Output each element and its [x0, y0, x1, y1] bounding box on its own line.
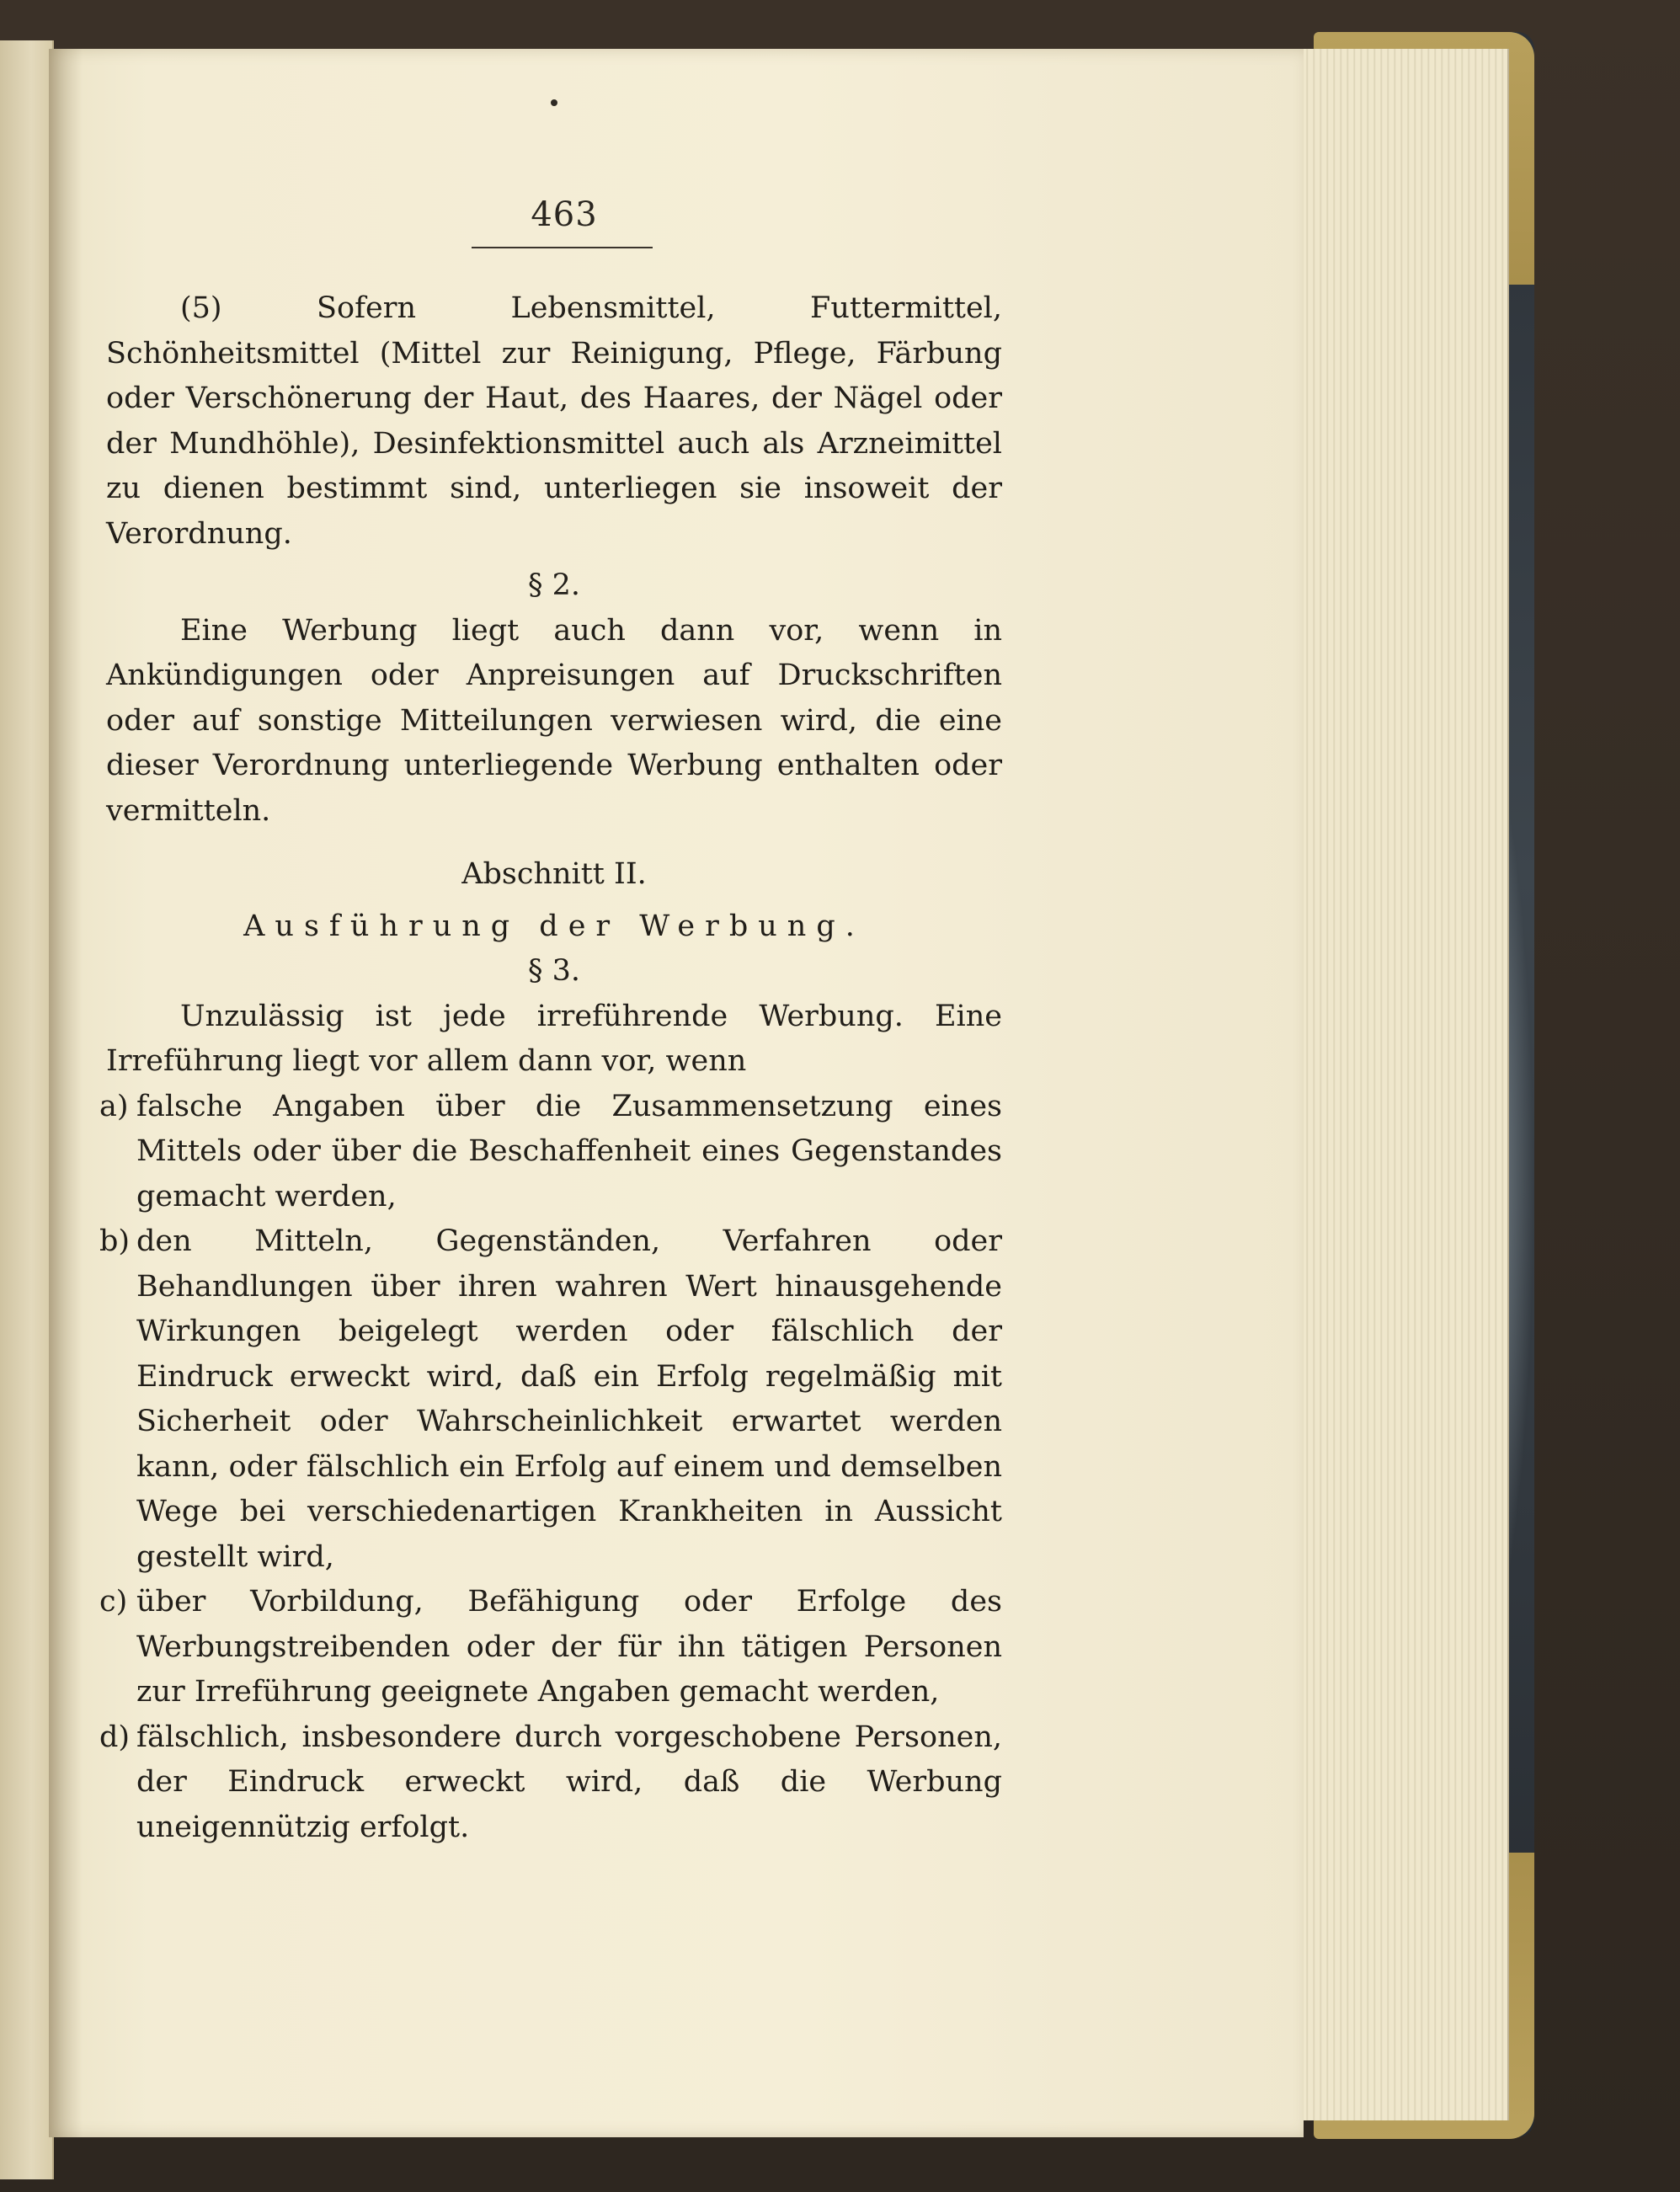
- list-item: [99, 1580, 1002, 1715]
- list-item: [99, 1219, 1002, 1580]
- list-item-text: fälschlich, insbesondere durch vorgeschobene Personen, der Eindruck erweckt wird, daß die Werbung uneigennützig erfolgt.: [136, 1720, 1002, 1844]
- page-number: 463: [531, 195, 598, 234]
- abschnitt-subheading: Ausführung der Werbung.: [243, 909, 865, 943]
- list-item: [99, 1715, 1002, 1851]
- section-2-heading: § 2.: [527, 568, 581, 602]
- section-2-text: Eine Werbung liegt auch dann vor, wenn in Ankündigungen oder Anpreisungen auf Druckschriften oder auf sonstige Mitteilungen verwiesen wird, die eine dieser Verordnung unterliegende Werbung enthalten oder vermitteln.: [106, 613, 1002, 828]
- list-item-label: b): [99, 1224, 131, 1258]
- ink-dot: [551, 99, 557, 106]
- list-item-label: c): [99, 1585, 128, 1619]
- list-item-text: den Mitteln, Gegenständen, Verfahren oder Behandlungen über ihren wahren Wert hinausgehende Wirkungen beigelegt werden oder fälschlich der Eindruck erweckt wird, daß ein Erfolg regelmäßig mit Sicherheit oder Wahrscheinlichkeit erwartet werden kann, oder fälschlich ein Erfolg auf einem und demselben Wege bei verschiedenartigen Krankheiten in Aussicht gestellt wird,: [136, 1224, 1002, 1574]
- abschnitt-heading: Abschnitt II.: [461, 857, 647, 891]
- section-3-intro: Unzulässig ist jede irreführende Werbung. Eine Irreführung liegt vor allem dann vor, wenn: [106, 999, 1002, 1078]
- list-item-text: falsche Angaben über die Zusammensetzung eines Mittels oder über die Beschaffenheit eines Gegenstandes gemacht werden,: [136, 1089, 1002, 1213]
- page-text: [99, 286, 1002, 1850]
- list-item-label: d): [99, 1720, 131, 1754]
- paragraph-5: (5) Sofern Lebensmittel, Futtermittel, Schönheitsmittel (Mittel zur Reinigung, Pflege, Färbung oder Verschönerung der Haut, des Haares, der Nägel oder der Mundhöhle), Desinfektionsmittel auch als Arzneimittel zu dienen bestimmt sind, unterliegen sie insoweit der Verordnung.: [106, 291, 1002, 551]
- list-item-text: über Vorbildung, Befähigung oder Erfolge des Werbungstreibenden oder der für ihn tätigen Personen zur Irreführung geeignete Angaben gemacht werden,: [136, 1585, 1002, 1709]
- list-item: [99, 1085, 1002, 1220]
- section-3-heading: § 3.: [527, 954, 581, 988]
- page-edges: [1288, 49, 1509, 2120]
- gutter-shadow: [49, 49, 83, 2137]
- left-facing-page: [0, 40, 54, 2179]
- page-number-rule: [472, 247, 653, 248]
- list-item-label: a): [99, 1089, 129, 1123]
